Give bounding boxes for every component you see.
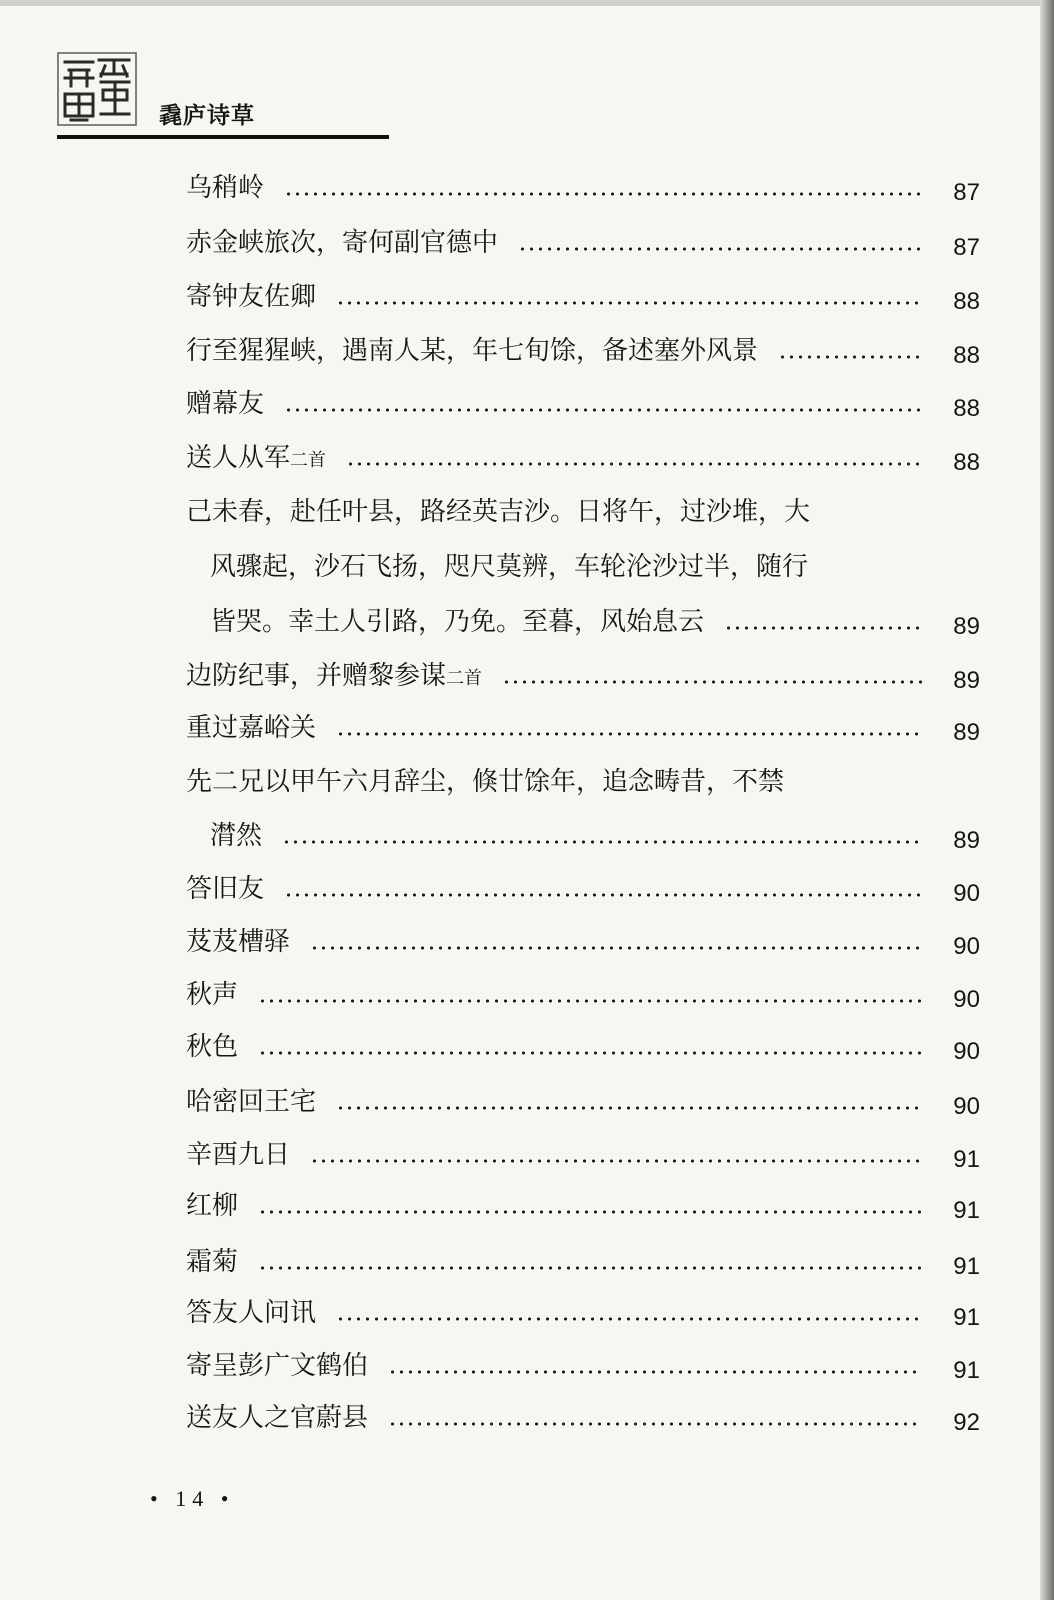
toc-entry-title: 哈密回王宅 <box>186 1087 317 1117</box>
toc-entry-line <box>0 277 1054 317</box>
toc-page-number: 88 <box>953 395 980 422</box>
dot-leader <box>336 732 922 736</box>
toc-entry-line <box>0 1027 1054 1067</box>
toc-page-number: 91 <box>953 1357 980 1384</box>
toc-entry-line <box>0 602 1054 642</box>
toc-entry-title: 秋声 <box>186 980 239 1010</box>
toc-entry-line <box>0 656 1054 696</box>
dot-leader <box>282 840 922 844</box>
toc-entry-line <box>0 547 1054 587</box>
toc-entry-line <box>0 1242 1054 1282</box>
dot-leader <box>310 946 922 950</box>
toc-page-number: 90 <box>953 880 980 907</box>
toc-page-number: 92 <box>953 1409 980 1436</box>
toc-page-number: 90 <box>953 933 980 960</box>
toc-entry-title: 潸然 <box>210 821 263 851</box>
toc-entry-title: 行至猩猩峡，遇南人某，年七旬馀，备述塞外风景 <box>186 336 759 366</box>
toc-page-number: 88 <box>953 449 980 476</box>
dot-leader <box>778 355 922 359</box>
dot-leader <box>336 1317 922 1321</box>
toc-page-number: 87 <box>953 179 980 206</box>
toc-page-number: 89 <box>953 719 980 746</box>
dot-leader <box>518 247 922 251</box>
toc-entry-line <box>0 1082 1054 1122</box>
toc-page-number: 90 <box>953 986 980 1013</box>
toc-entry-title: 寄呈彭广文鹤伯 <box>186 1351 369 1381</box>
toc-entry-line <box>0 762 1054 802</box>
toc-entry-title: 答旧友 <box>186 874 265 904</box>
dot-leader <box>310 1159 922 1163</box>
toc-page-number: 90 <box>953 1093 980 1120</box>
dot-leader <box>284 192 922 196</box>
toc-page-number: 91 <box>953 1197 980 1224</box>
toc-page-number: 89 <box>953 613 980 640</box>
toc-entry-title: 风骤起，沙石飞扬，咫尺莫辨，车轮沦沙过半，随行 <box>210 552 809 582</box>
toc-entry-title: 边防纪事，并赠黎参谋二首 <box>186 661 483 691</box>
toc-page-number: 87 <box>953 234 980 261</box>
toc-entry-line <box>0 816 1054 856</box>
toc-entry-line <box>0 223 1054 263</box>
dot-leader <box>336 301 922 305</box>
toc-entry-line <box>0 1135 1054 1175</box>
toc-entry-title: 己未春，赴任叶县，路经英吉沙。日将午，过沙堆，大 <box>186 497 811 527</box>
toc-entry-line <box>0 168 1054 208</box>
dot-leader <box>284 408 922 412</box>
toc-page-number: 88 <box>953 288 980 315</box>
toc-entry-title: 辛酉九日 <box>186 1140 291 1170</box>
toc-entry-title: 红柳 <box>186 1191 239 1221</box>
book-title: 毳庐诗草 <box>159 103 255 129</box>
toc-entry-line <box>0 384 1054 424</box>
toc-entry-title: 秋色 <box>186 1032 239 1062</box>
toc-entry-title: 重过嘉峪关 <box>186 713 317 743</box>
toc-entry-title: 乌稍岭 <box>186 173 265 203</box>
toc-entry-title: 答友人问讯 <box>186 1298 317 1328</box>
dot-leader <box>258 1266 922 1270</box>
toc-entry-line <box>0 1186 1054 1226</box>
toc-entry-title: 送人从军二首 <box>186 443 327 473</box>
toc-entry-note: 二首 <box>446 668 483 689</box>
toc-entry-title: 皆哭。幸土人引路，乃免。至暮，风始息云 <box>210 607 705 637</box>
dot-leader <box>388 1370 922 1374</box>
toc-page-number: 88 <box>953 342 980 369</box>
toc-entry-title: 先二兄以甲午六月辞尘，倏廿馀年，追念畴昔，不禁 <box>186 767 785 797</box>
toc-entry-line <box>0 1398 1054 1438</box>
toc-entry-line <box>0 869 1054 909</box>
toc-page-number: 91 <box>953 1304 980 1331</box>
toc-entry-title: 赠幕友 <box>186 389 265 419</box>
toc-entry-title: 芨芨槽驿 <box>186 927 291 957</box>
dot-leader <box>502 680 922 684</box>
toc-entry-line <box>0 438 1054 478</box>
toc-entry-line <box>0 492 1054 532</box>
dot-leader <box>388 1422 922 1426</box>
dot-leader <box>284 893 922 897</box>
toc-entry-title: 寄钟友佐卿 <box>186 282 317 312</box>
dot-leader <box>258 1051 922 1055</box>
dot-leader <box>258 1210 922 1214</box>
toc-entry-line <box>0 708 1054 748</box>
toc-entry-title: 送友人之官蔚县 <box>186 1403 369 1433</box>
toc-page-number: 89 <box>953 667 980 694</box>
toc-page-number: 91 <box>953 1253 980 1280</box>
toc-entry-line <box>0 922 1054 962</box>
toc-page-number: 89 <box>953 827 980 854</box>
toc-entry-line <box>0 331 1054 371</box>
dot-leader <box>336 1106 922 1110</box>
toc-entry-note: 二首 <box>290 450 327 471</box>
toc-entry-line <box>0 975 1054 1015</box>
toc-entry-title: 赤金峡旅次，寄何副官德中 <box>186 228 499 258</box>
toc-entry-line <box>0 1346 1054 1386</box>
toc-page-number: 91 <box>953 1146 980 1173</box>
toc-page-number: 90 <box>953 1038 980 1065</box>
dot-leader <box>258 999 922 1003</box>
toc-entry-title: 霜菊 <box>186 1247 239 1277</box>
dot-leader <box>724 626 922 630</box>
page-number: • 14 • <box>150 1486 235 1511</box>
dot-leader <box>346 462 922 466</box>
toc-entry-line <box>0 1293 1054 1333</box>
